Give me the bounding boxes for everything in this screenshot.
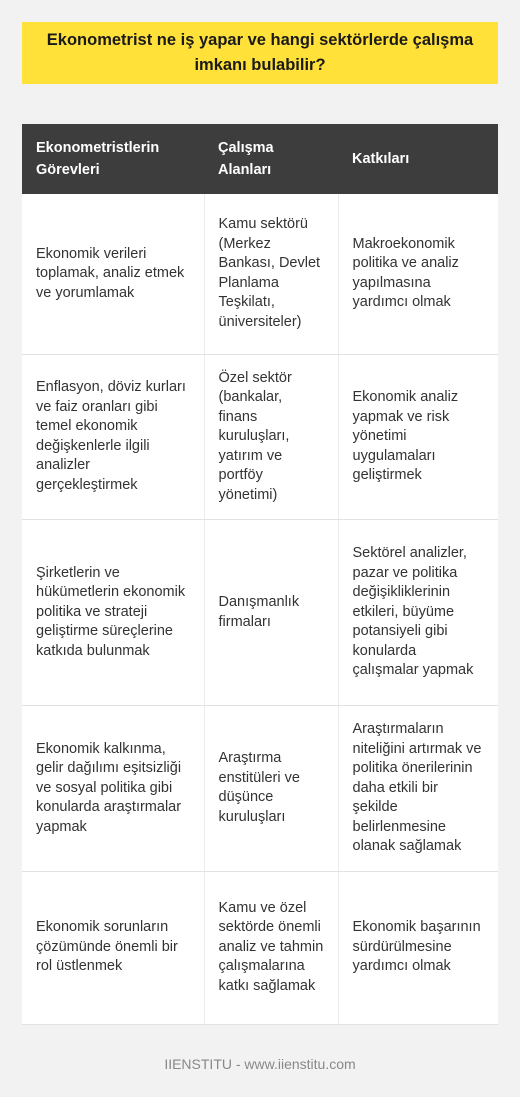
cell-katki: Ekonomik analiz yapmak ve risk yönetimi uygulamaları geliştirmek (338, 354, 498, 520)
cell-katki: Ekonomik başarının sürdürülmesine yardımcı olmak (338, 871, 498, 1024)
info-table (22, 124, 498, 1025)
header-katkilari: Katkıları (338, 124, 498, 194)
table-row (22, 871, 498, 1024)
cell-gorev: Ekonomik kalkınma, gelir dağılımı eşitsizliği ve sosyal politika gibi konularda araştırmalar yapmak (22, 706, 204, 872)
cell-katki: Makroekonomik politika ve analiz yapılmasına yardımcı olmak (338, 194, 498, 354)
table-row (22, 354, 498, 520)
cell-gorev: Ekonomik verileri toplamak, analiz etmek ve yorumlamak (22, 194, 204, 354)
table-header-row (22, 124, 498, 194)
cell-calisma-alani: Kamu sektörü (Merkez Bankası, Devlet Planlama Teşkilatı, üniversiteler) (204, 194, 338, 354)
table-row (22, 194, 498, 354)
cell-gorev: Şirketlerin ve hükümetlerin ekonomik politika ve strateji geliştirme süreçlerine katkıda bulunmak (22, 520, 204, 706)
header-gorevler: Ekonometristlerin Görevleri (22, 124, 204, 194)
cell-calisma-alani: Özel sektör (bankalar, finans kuruluşları, yatırım ve portföy yönetimi) (204, 354, 338, 520)
cell-gorev: Enflasyon, döviz kurları ve faiz oranları gibi temel ekonomik değişkenlerle ilgili analizler gerçekleştirmek (22, 354, 204, 520)
cell-katki: Sektörel analizler, pazar ve politika değişikliklerinin etkileri, büyüme potansiyeli gibi konularda çalışmalar yapmak (338, 520, 498, 706)
header-calisma-alanlari: Çalışma Alanları (204, 124, 338, 194)
title-banner (22, 22, 498, 84)
cell-katki: Araştırmaların niteliğini artırmak ve politika önerilerinin daha etkili bir şekilde belirlenmesine olanak sağlamak (338, 706, 498, 872)
footer-credit: IIENSTITU - www.iienstitu.com (164, 1056, 356, 1072)
table-row (22, 520, 498, 706)
cell-calisma-alani: Kamu ve özel sektörde önemli analiz ve tahmin çalışmalarına katkı sağlamak (204, 871, 338, 1024)
page-title: Ekonometrist ne iş yapar ve hangi sektörlerde çalışma imkanı bulabilir? (46, 31, 474, 74)
table-row (22, 706, 498, 872)
cell-calisma-alani: Danışmanlık firmaları (204, 520, 338, 706)
cell-calisma-alani: Araştırma enstitüleri ve düşünce kuruluşları (204, 706, 338, 872)
cell-gorev: Ekonomik sorunların çözümünde önemli bir rol üstlenmek (22, 871, 204, 1024)
